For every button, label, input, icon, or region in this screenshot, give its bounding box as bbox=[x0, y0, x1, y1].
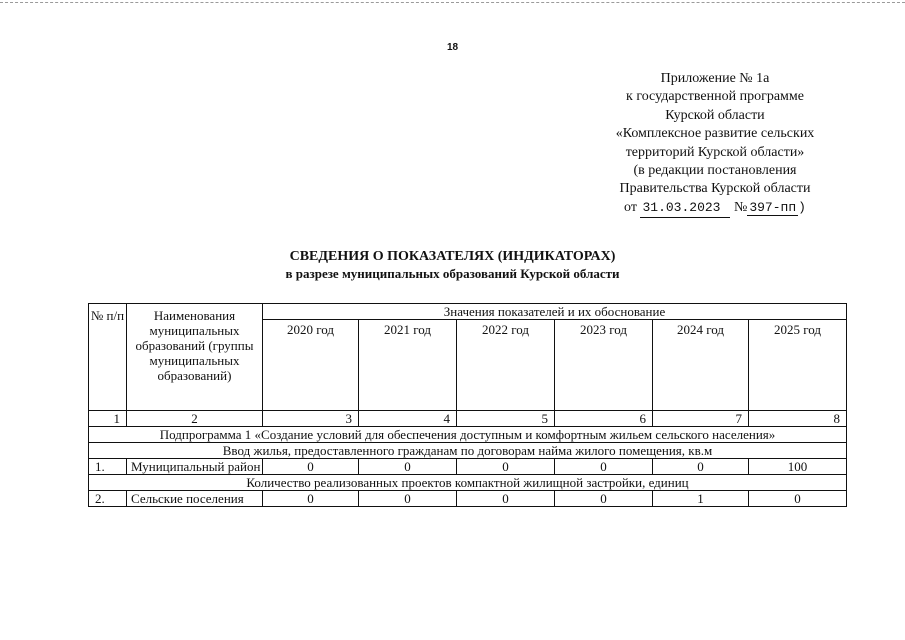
page-number: 18 bbox=[446, 42, 459, 53]
column-number: 5 bbox=[457, 411, 555, 427]
column-number: 8 bbox=[749, 411, 847, 427]
row-value: 1 bbox=[653, 491, 749, 507]
row-value: 0 bbox=[359, 459, 457, 475]
indicator-row bbox=[89, 443, 847, 459]
appendix-line: территорий Курской области» bbox=[625, 144, 805, 160]
row-value: 0 bbox=[653, 459, 749, 475]
appendix-line: Правительства Курской области bbox=[619, 181, 811, 197]
document-title: СВЕДЕНИЯ О ПОКАЗАТЕЛЯХ (ИНДИКАТОРАХ) bbox=[289, 249, 616, 264]
column-number: 2 bbox=[127, 411, 263, 427]
header-year: 2024 год bbox=[653, 320, 749, 411]
subprogram-title: Подпрограмма 1 «Создание условий для обеспечения доступным и комфортным жильем сельского населения» bbox=[89, 427, 847, 443]
table-row bbox=[89, 491, 847, 507]
row-value: 0 bbox=[457, 459, 555, 475]
scan-top-edge bbox=[0, 2, 905, 3]
column-number: 1 bbox=[89, 411, 127, 427]
header-row bbox=[89, 304, 847, 320]
resolution-number: 397-пп bbox=[749, 199, 797, 215]
header-year: 2021 год bbox=[359, 320, 457, 411]
column-number: 3 bbox=[263, 411, 359, 427]
header-municipality: Наименования муниципальных образований (группы муниципальных образований) bbox=[127, 304, 263, 411]
row-value: 0 bbox=[263, 491, 359, 507]
column-number: 4 bbox=[359, 411, 457, 427]
header-year: 2022 год bbox=[457, 320, 555, 411]
indicator-title: Количество реализованных проектов компактной жилищной застройки, единиц bbox=[89, 475, 847, 491]
row-number: 1. bbox=[89, 459, 127, 475]
document-subtitle: в разрезе муниципальных образований Курской области bbox=[285, 266, 620, 281]
row-value: 0 bbox=[457, 491, 555, 507]
row-value: 0 bbox=[555, 491, 653, 507]
indicator-row bbox=[89, 475, 847, 491]
row-value: 0 bbox=[749, 491, 847, 507]
appendix-line: Приложение № 1а bbox=[660, 71, 770, 86]
indicator-title: Ввод жилья, предоставленного гражданам по договорам найма жилого помещения, кв.м bbox=[89, 443, 847, 459]
indicators-table bbox=[88, 303, 847, 507]
column-number-row bbox=[89, 411, 847, 427]
row-value: 0 bbox=[263, 459, 359, 475]
subprogram-row bbox=[89, 427, 847, 443]
resolution-signature-line bbox=[560, 199, 870, 218]
row-value: 100 bbox=[749, 459, 847, 475]
header-values-group: Значения показателей и их обоснование bbox=[263, 304, 847, 320]
appendix-line: (в редакции постановления bbox=[633, 163, 797, 179]
appendix-line: «Комплексное развитие сельских bbox=[615, 126, 815, 142]
row-municipality: Муниципальный район bbox=[127, 459, 263, 475]
row-value: 0 bbox=[359, 491, 457, 507]
header-year: 2025 год bbox=[749, 320, 847, 411]
row-value: 0 bbox=[555, 459, 653, 475]
appendix-line: Курской области bbox=[665, 107, 765, 123]
appendix-block bbox=[560, 70, 870, 218]
from-label: от bbox=[624, 199, 637, 215]
column-number: 7 bbox=[653, 411, 749, 427]
row-number: 2. bbox=[89, 491, 127, 507]
table-row bbox=[89, 459, 847, 475]
column-number: 6 bbox=[555, 411, 653, 427]
header-year: 2023 год bbox=[555, 320, 653, 411]
resolution-date: 31.03.2023 bbox=[640, 199, 730, 218]
header-year: 2020 год bbox=[263, 320, 359, 411]
closing-paren: ) bbox=[798, 199, 806, 215]
header-number: № п/п bbox=[89, 304, 127, 411]
number-label: № bbox=[733, 199, 748, 215]
row-municipality: Сельские поселения bbox=[127, 491, 263, 507]
appendix-line: к государственной программе bbox=[626, 89, 804, 105]
